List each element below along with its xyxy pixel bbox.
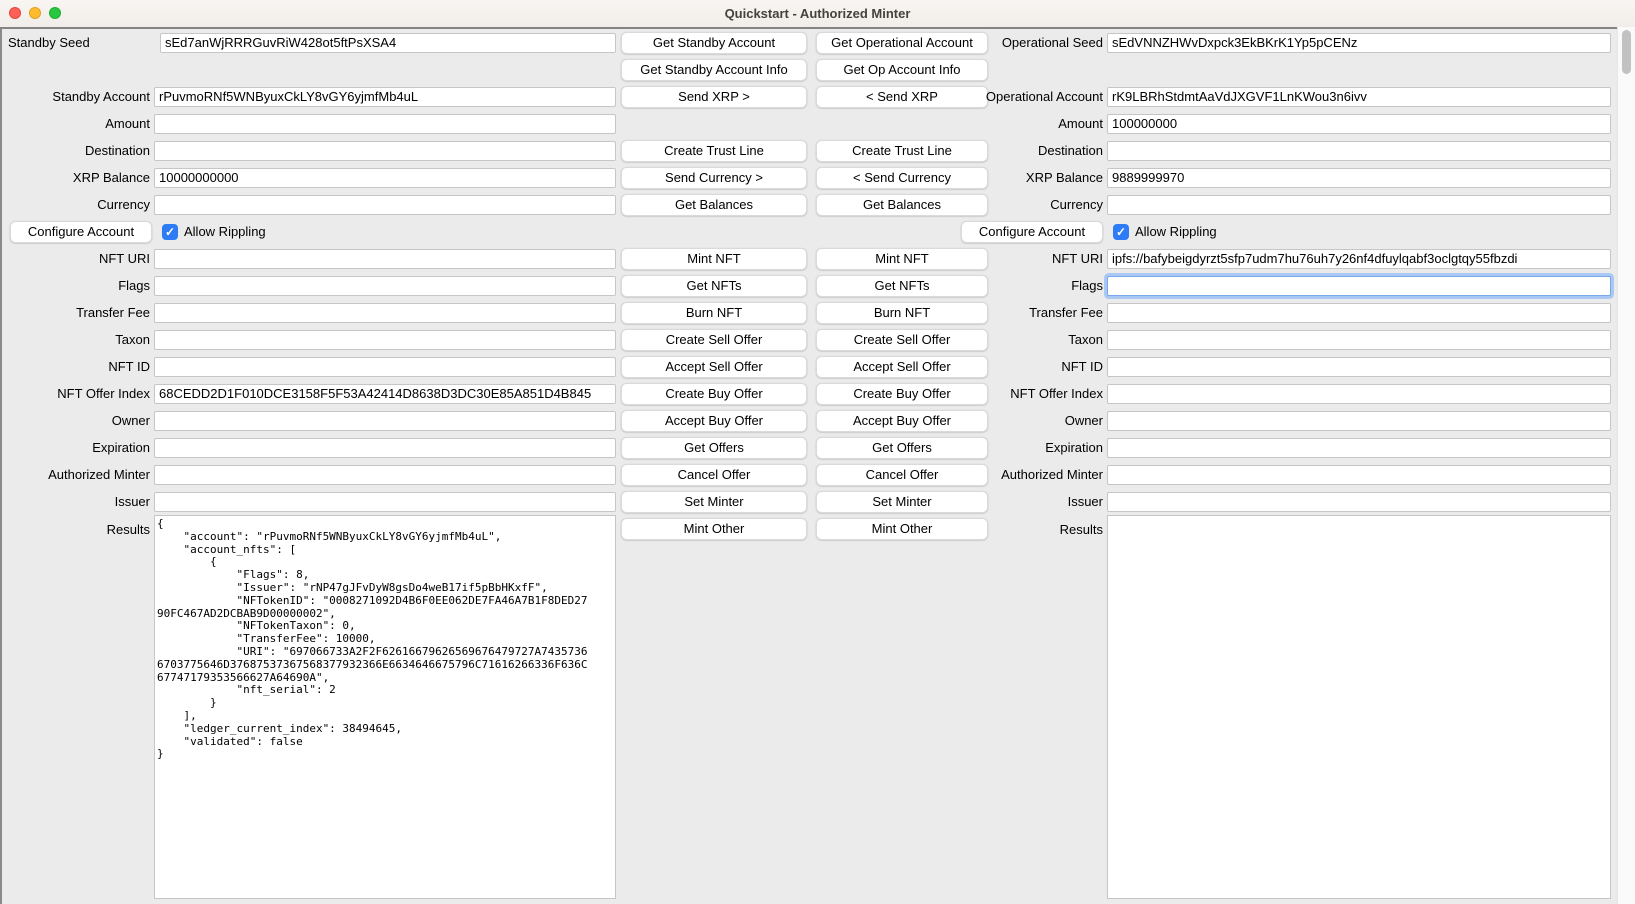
op-row-11 bbox=[961, 326, 1611, 353]
standby-row-18 bbox=[2, 515, 616, 904]
op-authorized-minter-label: Authorized Minter bbox=[1001, 467, 1103, 482]
standby-taxon-input[interactable] bbox=[154, 330, 616, 350]
standby-owner-label: Owner bbox=[111, 413, 150, 428]
get-offers-standby-button[interactable]: Get Offers bbox=[621, 437, 807, 459]
op-amount-input[interactable] bbox=[1107, 114, 1611, 134]
standby-row-4 bbox=[2, 137, 616, 164]
standby-standby-seed-label: Standby Seed bbox=[8, 35, 90, 50]
vertical-scrollbar[interactable] bbox=[1617, 27, 1635, 904]
action-row-2 bbox=[621, 83, 988, 110]
standby-row-17 bbox=[2, 488, 616, 515]
get-standby-account-standby-button[interactable]: Get Standby Account bbox=[621, 32, 807, 54]
operational-panel bbox=[961, 29, 1611, 904]
op-currency-label: Currency bbox=[1050, 197, 1103, 212]
action-row-16 bbox=[621, 461, 988, 488]
create-sell-offer-operational-button[interactable]: Create Sell Offer bbox=[816, 329, 988, 351]
op-row-10 bbox=[961, 299, 1611, 326]
standby-row-16 bbox=[2, 461, 616, 488]
action-row-3 bbox=[621, 110, 988, 137]
op-row-3 bbox=[961, 110, 1611, 137]
get-nfts-operational-button[interactable]: Get NFTs bbox=[816, 275, 988, 297]
standby-nft-uri-label: NFT URI bbox=[98, 251, 150, 266]
create-sell-offer-standby-button[interactable]: Create Sell Offer bbox=[621, 329, 807, 351]
op-row-1 bbox=[961, 56, 1611, 83]
action-row-4 bbox=[621, 137, 988, 164]
action-row-1 bbox=[621, 56, 988, 83]
op-nft-uri-label: NFT URI bbox=[1051, 251, 1103, 266]
standby-expiration-input[interactable] bbox=[154, 438, 616, 458]
op-row-7 bbox=[961, 218, 1611, 245]
standby-expiration-label: Expiration bbox=[92, 440, 150, 455]
send-xrp-standby-button[interactable]: Send XRP > bbox=[621, 86, 807, 108]
standby-issuer-label: Issuer bbox=[114, 494, 150, 509]
set-minter-operational-button[interactable]: Set Minter bbox=[816, 491, 988, 513]
op-results-textarea[interactable] bbox=[1107, 515, 1611, 899]
cancel-offer-standby-button[interactable]: Cancel Offer bbox=[621, 464, 807, 486]
standby-row-10 bbox=[2, 299, 616, 326]
op-row-16 bbox=[961, 461, 1611, 488]
op-transfer-fee-label: Transfer Fee bbox=[1029, 305, 1103, 320]
action-row-15 bbox=[621, 434, 988, 461]
scrollbar-thumb[interactable] bbox=[1622, 30, 1631, 74]
op-nft-id-label: NFT ID bbox=[1061, 359, 1103, 374]
standby-standby-account-label: Standby Account bbox=[52, 89, 150, 104]
action-row-10 bbox=[621, 299, 988, 326]
standby-transfer-fee-input[interactable] bbox=[154, 303, 616, 323]
close-button[interactable] bbox=[9, 7, 21, 19]
action-row-13 bbox=[621, 380, 988, 407]
op-issuer-label: Issuer bbox=[1067, 494, 1103, 509]
standby-row-12 bbox=[2, 353, 616, 380]
op-flags-label: Flags bbox=[1071, 278, 1103, 293]
minimize-button[interactable] bbox=[29, 7, 41, 19]
mint-other-standby-button[interactable]: Mint Other bbox=[621, 518, 807, 540]
standby-row-2 bbox=[2, 83, 616, 110]
standby-xrp-balance-input[interactable] bbox=[154, 168, 616, 188]
standby-row-6 bbox=[2, 191, 616, 218]
op-xrp-balance-input[interactable] bbox=[1107, 168, 1611, 188]
op-expiration-label: Expiration bbox=[1045, 440, 1103, 455]
mint-nft-standby-button[interactable]: Mint NFT bbox=[621, 248, 807, 270]
op-row-4 bbox=[961, 137, 1611, 164]
op-issuer-input[interactable] bbox=[1107, 492, 1611, 512]
standby-row-8 bbox=[2, 245, 616, 272]
accept-sell-offer-operational-button[interactable]: Accept Sell Offer bbox=[816, 356, 988, 378]
op-row-2 bbox=[961, 83, 1611, 110]
get-offers-operational-button[interactable]: Get Offers bbox=[816, 437, 988, 459]
standby-nft-uri-input[interactable] bbox=[154, 249, 616, 269]
op-operational-seed-label: Operational Seed bbox=[1001, 35, 1103, 50]
op-configure-account-button[interactable]: Configure Account bbox=[961, 221, 1103, 243]
op-destination-label: Destination bbox=[1037, 143, 1103, 158]
action-row-17 bbox=[621, 488, 988, 515]
burn-nft-standby-button[interactable]: Burn NFT bbox=[621, 302, 807, 324]
standby-authorized-minter-label: Authorized Minter bbox=[48, 467, 150, 482]
get-nfts-standby-button[interactable]: Get NFTs bbox=[621, 275, 807, 297]
standby-panel bbox=[2, 29, 616, 904]
standby-allow-rippling-checkbox[interactable]: ✓ bbox=[162, 224, 178, 240]
op-nft-offer-index-input[interactable] bbox=[1107, 384, 1611, 404]
op-taxon-label: Taxon bbox=[1068, 332, 1103, 347]
op-taxon-input[interactable] bbox=[1107, 330, 1611, 350]
standby-amount-label: Amount bbox=[105, 116, 150, 131]
standby-results-textarea[interactable] bbox=[154, 515, 616, 899]
op-row-9 bbox=[961, 272, 1611, 299]
op-operational-seed-input[interactable] bbox=[1107, 33, 1611, 53]
send-currency-standby-button[interactable]: Send Currency > bbox=[621, 167, 807, 189]
create-buy-offer-standby-button[interactable]: Create Buy Offer bbox=[621, 383, 807, 405]
op-row-8 bbox=[961, 245, 1611, 272]
standby-standby-account-input[interactable] bbox=[154, 87, 616, 107]
action-row-9 bbox=[621, 272, 988, 299]
standby-standby-seed-input[interactable] bbox=[160, 33, 616, 53]
standby-authorized-minter-input[interactable] bbox=[154, 465, 616, 485]
op-row-17 bbox=[961, 488, 1611, 515]
standby-currency-label: Currency bbox=[97, 197, 150, 212]
burn-nft-operational-button[interactable]: Burn NFT bbox=[816, 302, 988, 324]
send-currency-operational-button[interactable]: < Send Currency bbox=[816, 167, 988, 189]
create-buy-offer-operational-button[interactable]: Create Buy Offer bbox=[816, 383, 988, 405]
op-flags-input[interactable] bbox=[1107, 276, 1611, 296]
get-balances-standby-button[interactable]: Get Balances bbox=[621, 194, 807, 216]
op-allow-rippling-label: Allow Rippling bbox=[1135, 224, 1217, 239]
standby-flags-label: Flags bbox=[118, 278, 150, 293]
standby-nft-offer-index-input[interactable] bbox=[154, 384, 616, 404]
standby-row-3 bbox=[2, 110, 616, 137]
standby-owner-input[interactable] bbox=[154, 411, 616, 431]
standby-nft-id-input[interactable] bbox=[154, 357, 616, 377]
standby-destination-input[interactable] bbox=[154, 141, 616, 161]
op-operational-account-label: Operational Account bbox=[985, 89, 1103, 104]
standby-configure-account-button[interactable]: Configure Account bbox=[10, 221, 152, 243]
main-content bbox=[0, 29, 1635, 904]
op-amount-label: Amount bbox=[1058, 116, 1103, 131]
standby-row-9 bbox=[2, 272, 616, 299]
standby-taxon-label: Taxon bbox=[115, 332, 150, 347]
window-title: Quickstart - Authorized Minter bbox=[724, 6, 911, 21]
action-row-12 bbox=[621, 353, 988, 380]
standby-currency-input[interactable] bbox=[154, 195, 616, 215]
action-row-5 bbox=[621, 164, 988, 191]
mint-nft-operational-button[interactable]: Mint NFT bbox=[816, 248, 988, 270]
op-xrp-balance-label: XRP Balance bbox=[1025, 170, 1103, 185]
op-row-15 bbox=[961, 434, 1611, 461]
mint-other-operational-button[interactable]: Mint Other bbox=[816, 518, 988, 540]
op-nft-offer-index-label: NFT Offer Index bbox=[1010, 386, 1103, 401]
action-buttons-column bbox=[621, 29, 988, 542]
standby-issuer-input[interactable] bbox=[154, 492, 616, 512]
standby-destination-label: Destination bbox=[84, 143, 150, 158]
op-owner-label: Owner bbox=[1064, 413, 1103, 428]
op-nft-uri-input[interactable] bbox=[1107, 249, 1611, 269]
standby-row-1 bbox=[2, 56, 616, 83]
action-row-11 bbox=[621, 326, 988, 353]
op-nft-id-input[interactable] bbox=[1107, 357, 1611, 377]
accept-buy-offer-standby-button[interactable]: Accept Buy Offer bbox=[621, 410, 807, 432]
op-allow-rippling-checkbox[interactable]: ✓ bbox=[1113, 224, 1129, 240]
standby-transfer-fee-label: Transfer Fee bbox=[76, 305, 150, 320]
standby-row-15 bbox=[2, 434, 616, 461]
traffic-lights bbox=[9, 7, 61, 19]
action-row-7 bbox=[621, 218, 988, 245]
op-operational-account-input[interactable] bbox=[1107, 87, 1611, 107]
op-row-6 bbox=[961, 191, 1611, 218]
action-row-6 bbox=[621, 191, 988, 218]
set-minter-standby-button[interactable]: Set Minter bbox=[621, 491, 807, 513]
cancel-offer-operational-button[interactable]: Cancel Offer bbox=[816, 464, 988, 486]
standby-row-14 bbox=[2, 407, 616, 434]
create-trust-line-operational-button[interactable]: Create Trust Line bbox=[816, 140, 988, 162]
op-row-5 bbox=[961, 164, 1611, 191]
op-currency-input[interactable] bbox=[1107, 195, 1611, 215]
op-row-12 bbox=[961, 353, 1611, 380]
get-operational-account-operational-button[interactable]: Get Operational Account bbox=[816, 32, 988, 54]
op-row-14 bbox=[961, 407, 1611, 434]
accept-buy-offer-operational-button[interactable]: Accept Buy Offer bbox=[816, 410, 988, 432]
send-xrp-operational-button[interactable]: < Send XRP bbox=[816, 86, 988, 108]
zoom-button[interactable] bbox=[49, 7, 61, 19]
standby-row-5 bbox=[2, 164, 616, 191]
standby-row-13 bbox=[2, 380, 616, 407]
op-owner-input[interactable] bbox=[1107, 411, 1611, 431]
op-expiration-input[interactable] bbox=[1107, 438, 1611, 458]
op-row-13 bbox=[961, 380, 1611, 407]
get-op-account-info-operational-button[interactable]: Get Op Account Info bbox=[816, 59, 988, 81]
standby-flags-input[interactable] bbox=[154, 276, 616, 296]
standby-amount-input[interactable] bbox=[154, 114, 616, 134]
action-row-8 bbox=[621, 245, 988, 272]
standby-results-label: Results bbox=[106, 522, 150, 537]
standby-nft-id-label: NFT ID bbox=[108, 359, 150, 374]
action-row-14 bbox=[621, 407, 988, 434]
op-row-0 bbox=[961, 29, 1611, 56]
standby-row-7 bbox=[2, 218, 616, 245]
op-authorized-minter-input[interactable] bbox=[1107, 465, 1611, 485]
standby-xrp-balance-label: XRP Balance bbox=[72, 170, 150, 185]
op-transfer-fee-input[interactable] bbox=[1107, 303, 1611, 323]
op-results-label: Results bbox=[1059, 522, 1103, 537]
action-row-18 bbox=[621, 515, 988, 542]
create-trust-line-standby-button[interactable]: Create Trust Line bbox=[621, 140, 807, 162]
standby-nft-offer-index-label: NFT Offer Index bbox=[57, 386, 150, 401]
op-destination-input[interactable] bbox=[1107, 141, 1611, 161]
standby-row-0 bbox=[2, 29, 616, 56]
get-standby-account-info-standby-button[interactable]: Get Standby Account Info bbox=[621, 59, 807, 81]
standby-allow-rippling-label: Allow Rippling bbox=[184, 224, 266, 239]
standby-row-11 bbox=[2, 326, 616, 353]
action-row-0 bbox=[621, 29, 988, 56]
accept-sell-offer-standby-button[interactable]: Accept Sell Offer bbox=[621, 356, 807, 378]
op-row-18 bbox=[961, 515, 1611, 904]
title-bar bbox=[0, 0, 1635, 29]
get-balances-operational-button[interactable]: Get Balances bbox=[816, 194, 988, 216]
